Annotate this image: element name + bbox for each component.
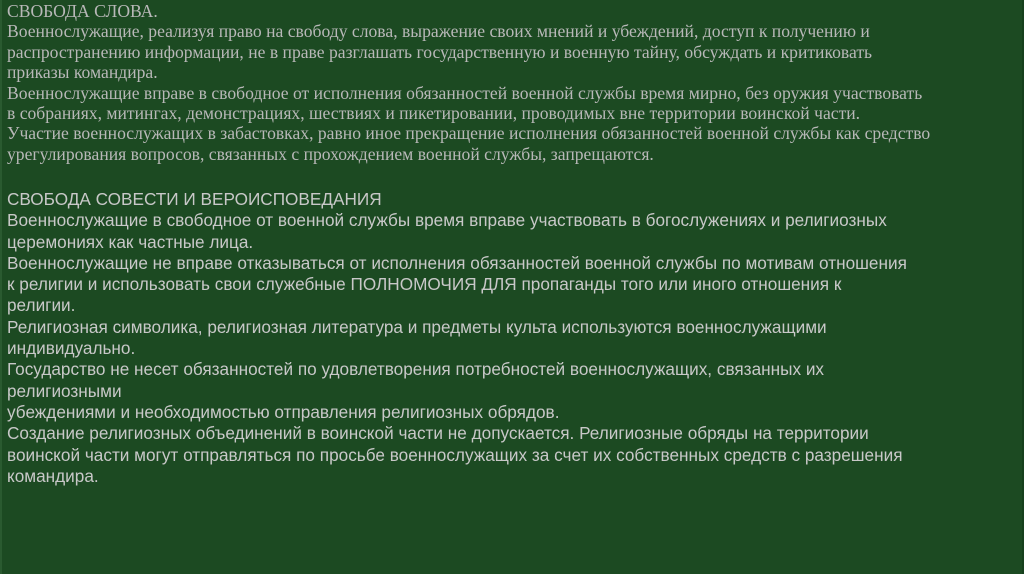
freedom-of-conscience-heading: СВОБОДА СОВЕСТИ И ВЕРОИСПОВЕДАНИЯ [7,189,382,209]
freedom-of-conscience-section [7,189,1017,487]
freedom-of-speech-section [7,1,1017,164]
conscience-text-line: церемониях как частные лица. [7,231,254,252]
conscience-text-line: Военнослужащие не вправе отказываться от исполнения обязанностей военной службы по мотивам отношения [7,252,907,273]
speech-text-line: Военнослужащие вправе в свободное от исполнения обязанностей военной службы время мирно, без оружия участвовать [7,82,923,103]
conscience-text-line: Создание религиозных объединений в воинской части не допускается. Религиозные обряды на территории [7,423,869,444]
speech-text-line: распространению информации, не в праве разглашать государственную и военную тайну, обсуждать и критиковать [7,41,873,62]
conscience-text-line: воинской части могут отправляться по просьбе военнослужащих за счет их собственных средств с разрешения [7,444,903,465]
conscience-text-line: командира. [7,465,99,486]
speech-text-line: Участие военнослужащих в забастовках, равно иное прекращение исполнения обязанностей военной службы как средство [7,123,931,144]
freedom-of-speech-heading: СВОБОДА СЛОВА. [7,1,158,21]
speech-text-line: в собраниях, митингах, демонстрациях, шествиях и пикетировании, проводимых вне территории воинской части. [7,103,861,124]
speech-text-line: приказы командира. [7,62,158,83]
speech-text-line: Военнослужащие, реализуя право на свободу слова, выражение своих мнений и убеждений, доступ к получению и [7,21,870,42]
conscience-text-line: убеждениями и необходимостью отправления религиозных обрядов. [7,401,560,422]
conscience-text-line: религии. [7,295,76,316]
conscience-text-line: Религиозная символика, религиозная литература и предметы культа используются военнослужащими [7,316,827,337]
conscience-text-line: индивидуально. [7,338,136,359]
conscience-text-line: религиозными [7,380,122,401]
conscience-text-line: к религии и использовать свои служебные ПОЛНОМОЧИЯ ДЛЯ пропаганды того или иного отношения к [7,274,842,295]
conscience-text-line: Государство не несет обязанностей по удовлетворения потребностей военнослужащих, связанных их [7,359,825,380]
speech-text-line: урегулирования вопросов, связанных с прохождением военной службы, запрещаются. [7,143,654,164]
conscience-text-line: Военнослужащие в свободное от военной службы время вправе участвовать в богослужениях и религиозных [7,210,887,231]
